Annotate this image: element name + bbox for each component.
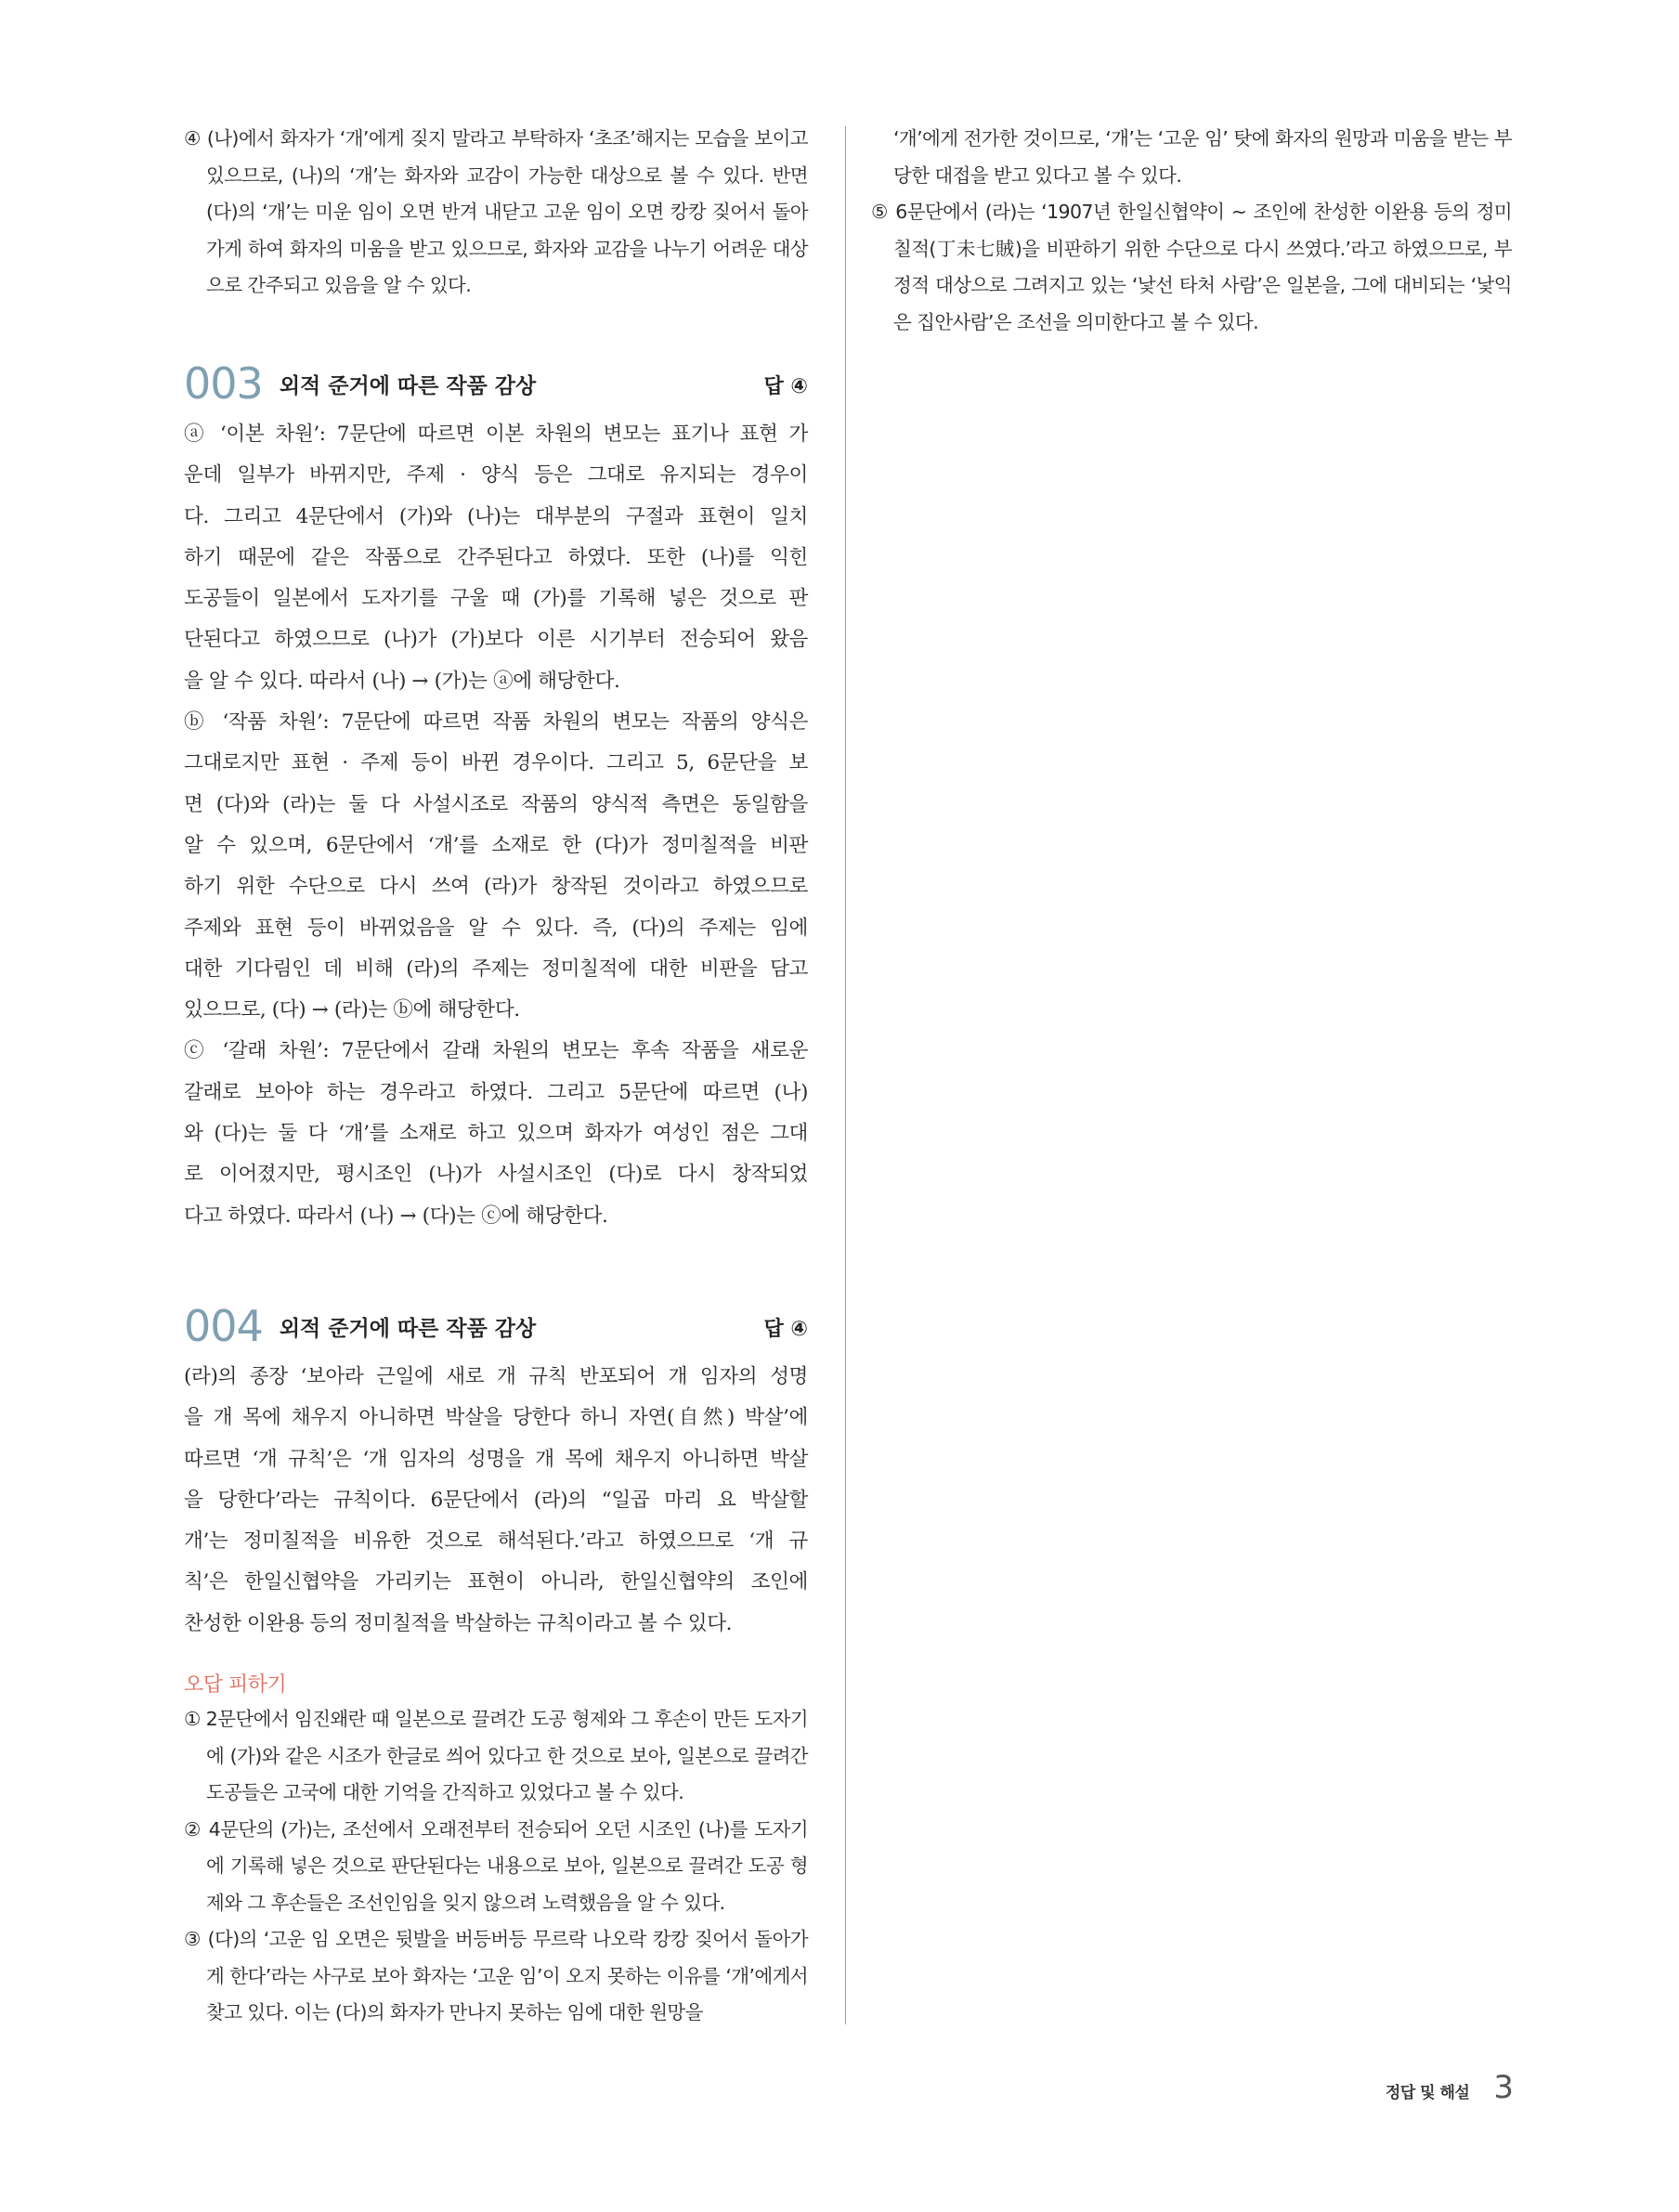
body-line: 다. 그리고 4문단에서 (가)와 (나)는 대부분의 구절과 표현이 일치: [184, 504, 808, 528]
body-line: 개’는 정미칠적을 비유한 것으로 해석된다.’라고 하였으므로 ‘개 규: [184, 1529, 808, 1554]
footer-label: 정답 및 해설: [1385, 2084, 1470, 2102]
body-line: ⓑ ‘작품 차원’: 7문단에 따르면 작품 차원의 변모는 작품의 양식은: [184, 710, 808, 735]
section-number: 003: [184, 358, 263, 409]
left-top-block: [184, 121, 808, 305]
avoid-wrong-answers-list: [184, 1701, 808, 2032]
answer-label: 답 ④: [763, 1318, 808, 1341]
body-line: 그대로지만 표현 · 주제 등이 바뀐 경우이다. 그리고 5, 6문단을 보: [184, 751, 808, 775]
body-line: 하기 위한 수단으로 다시 쓰여 (라)가 창작된 것이라고 하였으므로: [184, 875, 808, 899]
section-number: 004: [184, 1301, 263, 1351]
body-line: 단된다고 하였으므로 (나)가 (가)보다 이른 시기부터 전승되어 왔음: [184, 628, 808, 652]
body-line: ⓒ ‘갈래 차원’: 7문단에서 갈래 차원의 변모는 후속 작품을 새로운: [184, 1039, 808, 1063]
body-line: 알 수 있으며, 6문단에서 ‘개’를 소재로 한 (다)가 정미칠적을 비판: [184, 833, 808, 857]
page-number: 3: [1493, 2069, 1514, 2106]
answer-label: 답 ④: [763, 375, 808, 398]
continued-paragraph: ‘개’에게 전가한 것이므로, ‘개’는 ‘고운 임’ 탓에 화자의 원망과 미움을 받는 부당한 대접을 받고 있다고 볼 수 있다.: [893, 127, 1512, 187]
section-title: 외적 준거에 따른 작품 감상: [279, 374, 537, 398]
body-line: 운데 일부가 바뀌지만, 주제 · 양식 등은 그대로 유지되는 경우이: [184, 463, 808, 488]
body-line: 다고 하였다. 따라서 (나) → (다)는 ⓒ에 해당한다.: [184, 1204, 608, 1228]
body-line: 을 개 목에 채우지 아니하면 박살을 당한다 하니 자연(自然) 박살’에: [184, 1406, 808, 1430]
section-003-header: [184, 353, 808, 409]
section-004: [184, 1295, 808, 2032]
body-line: (라)의 종장 ‘보아라 근일에 새로 개 규칙 반포되어 개 임자의 성명: [184, 1365, 808, 1388]
right-top-block: [871, 121, 1512, 341]
answer-item-5: ⑤ 6문단에서 (라)는 ‘1907년 한일신협약이 ~ 조인에 찬성한 이완용 등의 정미칠적(丁未七賊)을 비판하기 위한 수단으로 다시 쓰였다.’라고 하였으므로, 부정적 대상으로 그려지고 있는 ‘낯선 타처 사람’은 일본을, 그에 대비되는 ‘낯익은 집안사람’은 조선을 의미한다고 볼 수 있다.: [871, 201, 1512, 333]
body-line: 따르면 ‘개 규칙’은 ‘개 임자의 성명을 개 목에 채우지 아니하면 박살: [184, 1447, 808, 1471]
body-line: 면 (다)와 (라)는 둘 다 사설시조로 작품의 양식적 측면은 동일함을: [184, 792, 808, 816]
page-footer: [1386, 2069, 1514, 2106]
body-line: 칙’은 한일신협약을 가리키는 표현이 아니라, 한일신협약의 조인에: [184, 1570, 808, 1594]
avoid-item-2: ② 4문단의 (가)는, 조선에서 오래전부터 전승되어 오던 시조인 (나)를 도자기에 기록해 넣은 것으로 판단된다는 내용으로 보아, 일본으로 끌려간 도공 형제와 그 후손들은 조선인임을 잊지 않으려 노력했음을 알 수 있다.: [184, 1817, 808, 1914]
body-line: 주제와 표현 등이 바뀌었음을 알 수 있다. 즉, (다)의 주제는 임에: [184, 916, 808, 940]
body-line: 을 당한다’라는 규칙이다. 6문단에서 (라)의 “일곱 마리 요 박살할: [184, 1488, 808, 1512]
section-003: [184, 353, 808, 1237]
body-line: 로 이어졌지만, 평시조인 (나)가 사설시조인 (다)로 다시 창작되었: [184, 1163, 808, 1187]
avoid-item-1: ① 2문단에서 임진왜란 때 일본으로 끌려간 도공 형제와 그 후손이 만든 도자기에 (가)와 같은 시조가 한글로 씌어 있다고 한 것으로 보아, 일본으로 끌려간 도공들은 고국에 대한 기억을 간직하고 있었다고 볼 수 있다.: [184, 1708, 808, 1804]
body-line: 와 (다)는 둘 다 ‘개’를 소재로 하고 있으며 화자가 여성인 점은 그대: [184, 1122, 808, 1146]
body-line: ⓐ ‘이본 차원’: 7문단에 따르면 이본 차원의 변모는 표기나 표현 가: [184, 423, 808, 446]
avoid-item-3: ③ (다)의 ‘고운 임 오면은 뒷발을 버등버등 무르락 나오락 캉캉 짖어서 돌아가게 한다’라는 사구로 보아 화자는 ‘고운 임’이 오지 못하는 이유를 ‘개’에게서 찾고 있다. 이는 (다)의 화자가 만나지 못하는 임에 대한 원망을: [184, 1928, 808, 2024]
body-line: 갈래로 보아야 하는 경우라고 하였다. 그리고 5문단에 따르면 (나): [184, 1080, 808, 1104]
section-title: 외적 준거에 따른 작품 감상: [279, 1317, 537, 1341]
body-line: 있으므로, (다) → (라)는 ⓑ에 해당한다.: [184, 998, 520, 1022]
answer-item-4: ④ (나)에서 화자가 ‘개’에게 짖지 말라고 부탁하자 ‘초조’해지는 모습을 보이고 있으므로, (나)의 ‘개’는 화자와 교감이 가능한 대상으로 볼 수 있다. 반면 (다)의 ‘개’는 미운 임이 오면 반겨 내닫고 고운 임이 오면 캉캉 짖어서 돌아가게 하여 화자의 미움을 받고 있으므로, 화자와 교감을 나누기 어려운 대상으로 간주되고 있음을 알 수 있다.: [184, 127, 808, 296]
body-line: 을 알 수 있다. 따라서 (나) → (가)는 ⓐ에 해당한다.: [184, 669, 620, 693]
section-004-header: [184, 1295, 808, 1351]
avoid-wrong-answers-label: 오답 피하기: [184, 1673, 287, 1698]
body-line: 하기 때문에 같은 작품으로 간주된다고 하였다. 또한 (나)를 익힌: [184, 545, 808, 569]
body-line: 대한 기다림인 데 비해 (라)의 주제는 정미칠적에 대한 비판을 담고: [184, 956, 808, 981]
body-line: 찬성한 이완용 등의 정미칠적을 박살하는 규칙이라고 볼 수 있다.: [184, 1611, 733, 1635]
section-003-body: [184, 414, 808, 1237]
body-line: 도공들이 일본에서 도자기를 구울 때 (가)를 기록해 넣은 것으로 판: [184, 587, 808, 611]
column-divider: [845, 126, 846, 2024]
section-004-body: [184, 1357, 808, 1645]
